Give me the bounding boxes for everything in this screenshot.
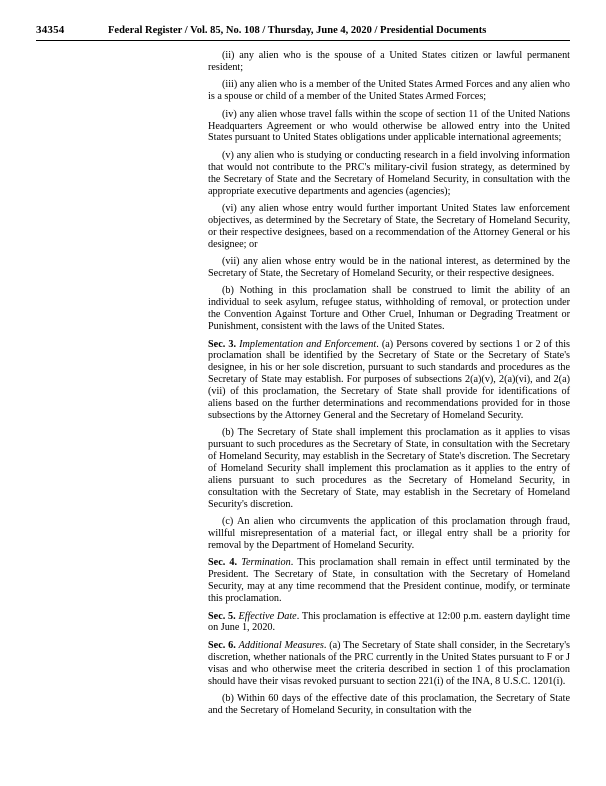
paragraph-iv: (iv) any alien whose travel falls within the scope of section 11 of the United Nations Headquarters Agreement or who would otherwise be allowed entry into the United States pursuant to United States obligations under applicable international agreements; [208,108,570,144]
paragraph-vi: (vi) any alien whose entry would further important United States law enforcement objectives, as determined by the Secretary of State, the Secretary of Homeland Security, or their respective designees, based on a recommendation of the Attorney General or his designee; or [208,202,570,250]
body-column [208,50,570,717]
section-3-text: . (a) Persons covered by sections 1 or 2 of this proclamation shall be identified by the Secretary of State or the Secretary of State's designee, in his or her sole discretion, pursuant to such standards and procedures as the Secretary of State may establish. For purposes of subsections 2(a)(v), 2(a)(vi), and 2(a)(vii) of this proclamation, the Secretary of State shall provide for identifications of aliens based on the further determinations and recommendations provided for in those subsections by the Attorney General and the Secretary of Homeland Security. [208,338,570,421]
section-3-c: (c) An alien who circumvents the application of this proclamation through fraud, willful misrepresentation of a material fact, or illegal entry shall be a priority for removal by the Department of Homeland Security. [208,516,570,552]
section-4-number: Sec. 4. [208,557,238,569]
section-3 [208,339,570,422]
section-5-number: Sec. 5. [208,610,236,622]
paragraph-vii: (vii) any alien whose entry would be in the national interest, as determined by the Secretary of State, the Secretary of Homeland Security, or their respective designees. [208,256,570,279]
page-header [0,24,606,36]
section-6 [208,640,570,688]
header-divider [36,40,570,41]
section-6-text: . (a) The Secretary of State shall consider, in the Secretary's discretion, whether nationals of the PRC currently in the United States pursuant to F or J visas and who otherwise meet the criteria described in section 1 of this proclamation should have their visas revoked pursuant to section 221(i) of the INA, 8 U.S.C. 1201(i). [208,639,570,687]
section-5 [208,611,570,635]
page-number: 34354 [36,24,65,36]
paragraph-b-asylum: (b) Nothing in this proclamation shall be construed to limit the ability of an individual to seek asylum, refugee status, withholding of removal, or protection under the Convention Against Torture and Other Cruel, Inhuman or Degrading Treatment or Punishment, consistent with the laws of the United States. [208,285,570,333]
section-4-text: . This proclamation shall remain in effect until terminated by the President. The Secretary of State, in consultation with the Secretary of Homeland Security, may at any time recommend that the President continue, modify, or terminate this proclamation. [208,557,571,605]
section-4-heading: Termination [241,557,291,569]
section-5-text: . This proclamation is effective at 12:00 p.m. eastern daylight time on June 1, 2020. [208,610,570,634]
section-6-b: (b) Within 60 days of the effective date of this proclamation, the Secretary of State and the Secretary of Homeland Security, in consultation with the [208,693,570,716]
running-head: Federal Register / Vol. 85, No. 108 / Thursday, June 4, 2020 / Presidential Documents [108,25,487,36]
paragraph-ii: (ii) any alien who is the spouse of a United States citizen or lawful permanent resident; [208,50,570,73]
section-4 [208,557,570,605]
paragraph-v: (v) any alien who is studying or conducting research in a field involving information that would not contribute to the PRC's military-civil fusion strategy, as determined by the Secretary of State and the Secretary of Homeland Security, in consultation with the appropriate executive departments and agencies (agencies); [208,149,570,197]
section-3-b: (b) The Secretary of State shall implement this proclamation as it applies to visas pursuant to such procedures as the Secretary of State, in consultation with the Secretary of Homeland Security, may establish in the Secretary of State's discretion. The Secretary of Homeland Security shall implement this proclamation as it applies to the entry of aliens pursuant to such procedures as the Secretary of Homeland Security, in consultation with the Secretary of State, may establish in the Secretary of Homeland Security's discretion. [208,427,570,510]
section-6-heading: Additional Measures [238,639,324,651]
section-5-heading: Effective Date [238,610,297,622]
section-3-number: Sec. 3. [208,338,237,350]
section-3-heading: Implementation and Enforcement [239,338,377,350]
section-6-number: Sec. 6. [208,639,236,651]
paragraph-iii: (iii) any alien who is a member of the United States Armed Forces and any alien who is a spouse or child of a member of the United States Armed Forces; [208,79,570,103]
